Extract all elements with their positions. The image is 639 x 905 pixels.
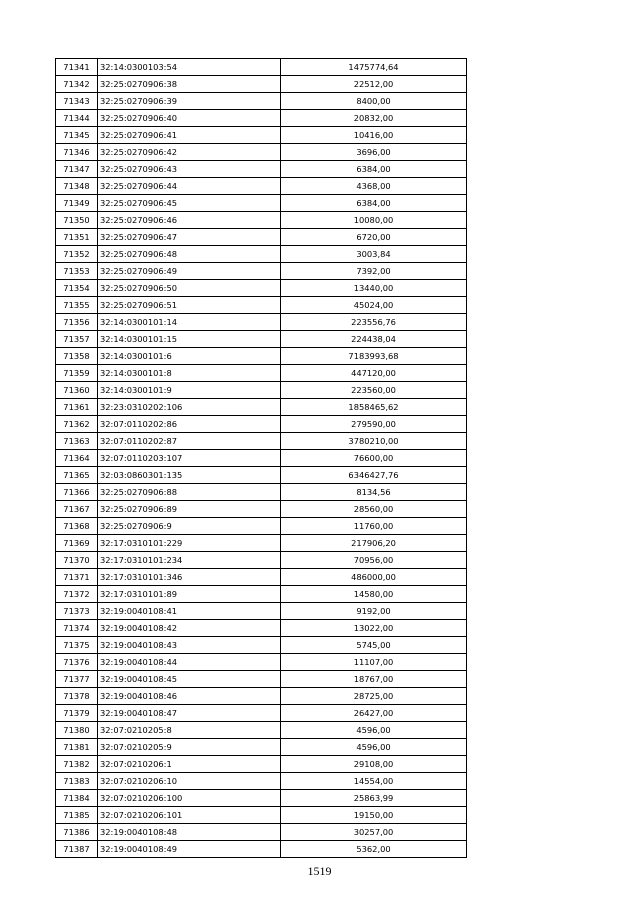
cadastral-number-cell: 32:25:0270906:88 (98, 484, 281, 501)
table-row (56, 654, 467, 671)
table-row (56, 229, 467, 246)
cadastral-number-cell: 32:25:0270906:38 (98, 76, 281, 93)
table-body (56, 59, 467, 858)
table-row (56, 824, 467, 841)
cadastral-number-cell: 32:19:0040108:43 (98, 637, 281, 654)
cadastral-number-cell: 32:25:0270906:45 (98, 195, 281, 212)
row-number-cell: 71379 (56, 705, 98, 722)
cadastral-number-cell: 32:25:0270906:41 (98, 127, 281, 144)
row-number-cell: 71376 (56, 654, 98, 671)
cadastral-value-cell: 3696,00 (281, 144, 467, 161)
row-number-cell: 71358 (56, 348, 98, 365)
row-number-cell: 71381 (56, 739, 98, 756)
row-number-cell: 71345 (56, 127, 98, 144)
row-number-cell: 71386 (56, 824, 98, 841)
cadastral-value-cell: 76600,00 (281, 450, 467, 467)
cadastral-number-cell: 32:19:0040108:47 (98, 705, 281, 722)
table-row (56, 246, 467, 263)
row-number-cell: 71362 (56, 416, 98, 433)
cadastral-number-cell: 32:07:0210205:8 (98, 722, 281, 739)
table-row (56, 569, 467, 586)
cadastral-value-cell: 1858465,62 (281, 399, 467, 416)
table-row (56, 603, 467, 620)
row-number-cell: 71371 (56, 569, 98, 586)
table-row (56, 297, 467, 314)
cadastral-number-cell: 32:17:0310101:89 (98, 586, 281, 603)
table-row (56, 382, 467, 399)
row-number-cell: 71370 (56, 552, 98, 569)
row-number-cell: 71384 (56, 790, 98, 807)
cadastral-number-cell: 32:25:0270906:89 (98, 501, 281, 518)
row-number-cell: 71382 (56, 756, 98, 773)
row-number-cell: 71367 (56, 501, 98, 518)
cadastral-number-cell: 32:14:0300101:9 (98, 382, 281, 399)
row-number-cell: 71378 (56, 688, 98, 705)
cadastral-value-cell: 6384,00 (281, 161, 467, 178)
cadastral-value-cell: 9192,00 (281, 603, 467, 620)
table-row (56, 552, 467, 569)
cadastral-number-cell: 32:25:0270906:50 (98, 280, 281, 297)
cadastral-value-cell: 13022,00 (281, 620, 467, 637)
cadastral-value-cell: 6346427,76 (281, 467, 467, 484)
cadastral-value-cell: 8400,00 (281, 93, 467, 110)
cadastral-number-cell: 32:25:0270906:46 (98, 212, 281, 229)
cadastral-value-cell: 26427,00 (281, 705, 467, 722)
cadastral-value-cell: 20832,00 (281, 110, 467, 127)
table-row (56, 535, 467, 552)
cadastral-number-cell: 32:25:0270906:51 (98, 297, 281, 314)
row-number-cell: 71361 (56, 399, 98, 416)
table-row (56, 756, 467, 773)
table-row (56, 348, 467, 365)
cadastral-number-cell: 32:07:0210206:101 (98, 807, 281, 824)
cadastral-number-cell: 32:25:0270906:48 (98, 246, 281, 263)
table-row (56, 501, 467, 518)
cadastral-value-cell: 6384,00 (281, 195, 467, 212)
row-number-cell: 71351 (56, 229, 98, 246)
row-number-cell: 71365 (56, 467, 98, 484)
table-row (56, 790, 467, 807)
cadastral-value-cell: 70956,00 (281, 552, 467, 569)
cadastral-value-cell: 6720,00 (281, 229, 467, 246)
row-number-cell: 71373 (56, 603, 98, 620)
table-row (56, 671, 467, 688)
row-number-cell: 71350 (56, 212, 98, 229)
cadastral-number-cell: 32:17:0310101:229 (98, 535, 281, 552)
row-number-cell: 71374 (56, 620, 98, 637)
cadastral-value-cell: 7392,00 (281, 263, 467, 280)
table-row (56, 195, 467, 212)
cadastral-number-cell: 32:25:0270906:39 (98, 93, 281, 110)
cadastral-number-cell: 32:25:0270906:47 (98, 229, 281, 246)
row-number-cell: 71344 (56, 110, 98, 127)
cadastral-value-cell: 5362,00 (281, 841, 467, 858)
cadastral-number-cell: 32:25:0270906:49 (98, 263, 281, 280)
table-row (56, 331, 467, 348)
cadastral-number-cell: 32:07:0210206:10 (98, 773, 281, 790)
cadastral-number-cell: 32:25:0270906:40 (98, 110, 281, 127)
table-row (56, 161, 467, 178)
table-row (56, 314, 467, 331)
table-row (56, 416, 467, 433)
table-row (56, 739, 467, 756)
cadastral-value-cell: 29108,00 (281, 756, 467, 773)
table-row (56, 705, 467, 722)
cadastral-value-cell: 10080,00 (281, 212, 467, 229)
cadastral-value-cell: 217906,20 (281, 535, 467, 552)
cadastral-value-cell: 19150,00 (281, 807, 467, 824)
table-row (56, 212, 467, 229)
table-row (56, 93, 467, 110)
table-row (56, 841, 467, 858)
table-row (56, 467, 467, 484)
cadastral-number-cell: 32:07:0110202:87 (98, 433, 281, 450)
cadastral-number-cell: 32:14:0300103:54 (98, 59, 281, 76)
cadastral-number-cell: 32:03:0860301:135 (98, 467, 281, 484)
table-row (56, 110, 467, 127)
table-row (56, 807, 467, 824)
cadastral-number-cell: 32:14:0300101:15 (98, 331, 281, 348)
table-row (56, 433, 467, 450)
cadastral-value-cell: 10416,00 (281, 127, 467, 144)
cadastral-number-cell: 32:25:0270906:42 (98, 144, 281, 161)
cadastral-value-cell: 223556,76 (281, 314, 467, 331)
row-number-cell: 71387 (56, 841, 98, 858)
cadastral-number-cell: 32:07:0110202:86 (98, 416, 281, 433)
table-row (56, 59, 467, 76)
table-row (56, 688, 467, 705)
cadastral-value-cell: 486000,00 (281, 569, 467, 586)
cadastral-value-cell: 18767,00 (281, 671, 467, 688)
row-number-cell: 71341 (56, 59, 98, 76)
cadastral-value-cell: 14580,00 (281, 586, 467, 603)
row-number-cell: 71375 (56, 637, 98, 654)
cadastral-number-cell: 32:25:0270906:43 (98, 161, 281, 178)
cadastral-number-cell: 32:19:0040108:48 (98, 824, 281, 841)
cadastral-number-cell: 32:25:0270906:9 (98, 518, 281, 535)
table-row (56, 722, 467, 739)
row-number-cell: 71356 (56, 314, 98, 331)
row-number-cell: 71364 (56, 450, 98, 467)
cadastral-number-cell: 32:19:0040108:41 (98, 603, 281, 620)
cadastral-number-cell: 32:17:0310101:346 (98, 569, 281, 586)
table-row (56, 518, 467, 535)
cadastral-value-cell: 447120,00 (281, 365, 467, 382)
table-row (56, 144, 467, 161)
cadastral-value-cell: 11107,00 (281, 654, 467, 671)
row-number-cell: 71352 (56, 246, 98, 263)
row-number-cell: 71348 (56, 178, 98, 195)
cadastral-value-cell: 1475774,64 (281, 59, 467, 76)
cadastral-number-cell: 32:07:0210206:100 (98, 790, 281, 807)
table-row (56, 76, 467, 93)
cadastral-number-cell: 32:17:0310101:234 (98, 552, 281, 569)
cadastral-number-cell: 32:07:0210205:9 (98, 739, 281, 756)
cadastral-value-cell: 4596,00 (281, 722, 467, 739)
cadastral-number-cell: 32:19:0040108:44 (98, 654, 281, 671)
table-row (56, 178, 467, 195)
cadastral-value-cell: 3003,84 (281, 246, 467, 263)
row-number-cell: 71366 (56, 484, 98, 501)
row-number-cell: 71360 (56, 382, 98, 399)
cadastral-number-cell: 32:19:0040108:49 (98, 841, 281, 858)
table-row (56, 586, 467, 603)
row-number-cell: 71355 (56, 297, 98, 314)
row-number-cell: 71363 (56, 433, 98, 450)
cadastral-number-cell: 32:14:0300101:14 (98, 314, 281, 331)
row-number-cell: 71380 (56, 722, 98, 739)
row-number-cell: 71383 (56, 773, 98, 790)
cadastral-number-cell: 32:25:0270906:44 (98, 178, 281, 195)
table-row (56, 263, 467, 280)
cadastral-value-cell: 22512,00 (281, 76, 467, 93)
cadastral-value-cell: 13440,00 (281, 280, 467, 297)
cadastral-value-cell: 30257,00 (281, 824, 467, 841)
table-row (56, 637, 467, 654)
table-row (56, 620, 467, 637)
row-number-cell: 71343 (56, 93, 98, 110)
row-number-cell: 71347 (56, 161, 98, 178)
cadastral-number-cell: 32:07:0110203:107 (98, 450, 281, 467)
cadastral-value-cell: 223560,00 (281, 382, 467, 399)
cadastral-number-cell: 32:07:0210206:1 (98, 756, 281, 773)
page-number: 1519 (307, 864, 332, 878)
table-row (56, 773, 467, 790)
cadastral-number-cell: 32:14:0300101:8 (98, 365, 281, 382)
row-number-cell: 71354 (56, 280, 98, 297)
cadastral-value-cell: 11760,00 (281, 518, 467, 535)
row-number-cell: 71359 (56, 365, 98, 382)
row-number-cell: 71353 (56, 263, 98, 280)
row-number-cell: 71357 (56, 331, 98, 348)
row-number-cell: 71368 (56, 518, 98, 535)
cadastral-number-cell: 32:19:0040108:45 (98, 671, 281, 688)
row-number-cell: 71377 (56, 671, 98, 688)
row-number-cell: 71342 (56, 76, 98, 93)
cadastral-number-cell: 32:23:0310202:106 (98, 399, 281, 416)
row-number-cell: 71372 (56, 586, 98, 603)
cadastral-value-cell: 3780210,00 (281, 433, 467, 450)
row-number-cell: 71385 (56, 807, 98, 824)
cadastral-number-cell: 32:14:0300101:6 (98, 348, 281, 365)
cadastral-value-cell: 224438,04 (281, 331, 467, 348)
row-number-cell: 71369 (56, 535, 98, 552)
table-row (56, 484, 467, 501)
cadastral-value-cell: 8134,56 (281, 484, 467, 501)
table-row (56, 127, 467, 144)
row-number-cell: 71346 (56, 144, 98, 161)
cadastral-value-cell: 45024,00 (281, 297, 467, 314)
cadastral-value-table (55, 58, 467, 858)
cadastral-value-cell: 5745,00 (281, 637, 467, 654)
cadastral-value-cell: 7183993,68 (281, 348, 467, 365)
cadastral-value-cell: 25863,99 (281, 790, 467, 807)
cadastral-number-cell: 32:19:0040108:46 (98, 688, 281, 705)
table-row (56, 399, 467, 416)
row-number-cell: 71349 (56, 195, 98, 212)
cadastral-value-cell: 28725,00 (281, 688, 467, 705)
cadastral-value-cell: 4596,00 (281, 739, 467, 756)
cadastral-number-cell: 32:19:0040108:42 (98, 620, 281, 637)
cadastral-value-cell: 14554,00 (281, 773, 467, 790)
cadastral-value-cell: 279590,00 (281, 416, 467, 433)
table-row (56, 450, 467, 467)
table-row (56, 280, 467, 297)
cadastral-value-cell: 4368,00 (281, 178, 467, 195)
cadastral-value-cell: 28560,00 (281, 501, 467, 518)
table-row (56, 365, 467, 382)
